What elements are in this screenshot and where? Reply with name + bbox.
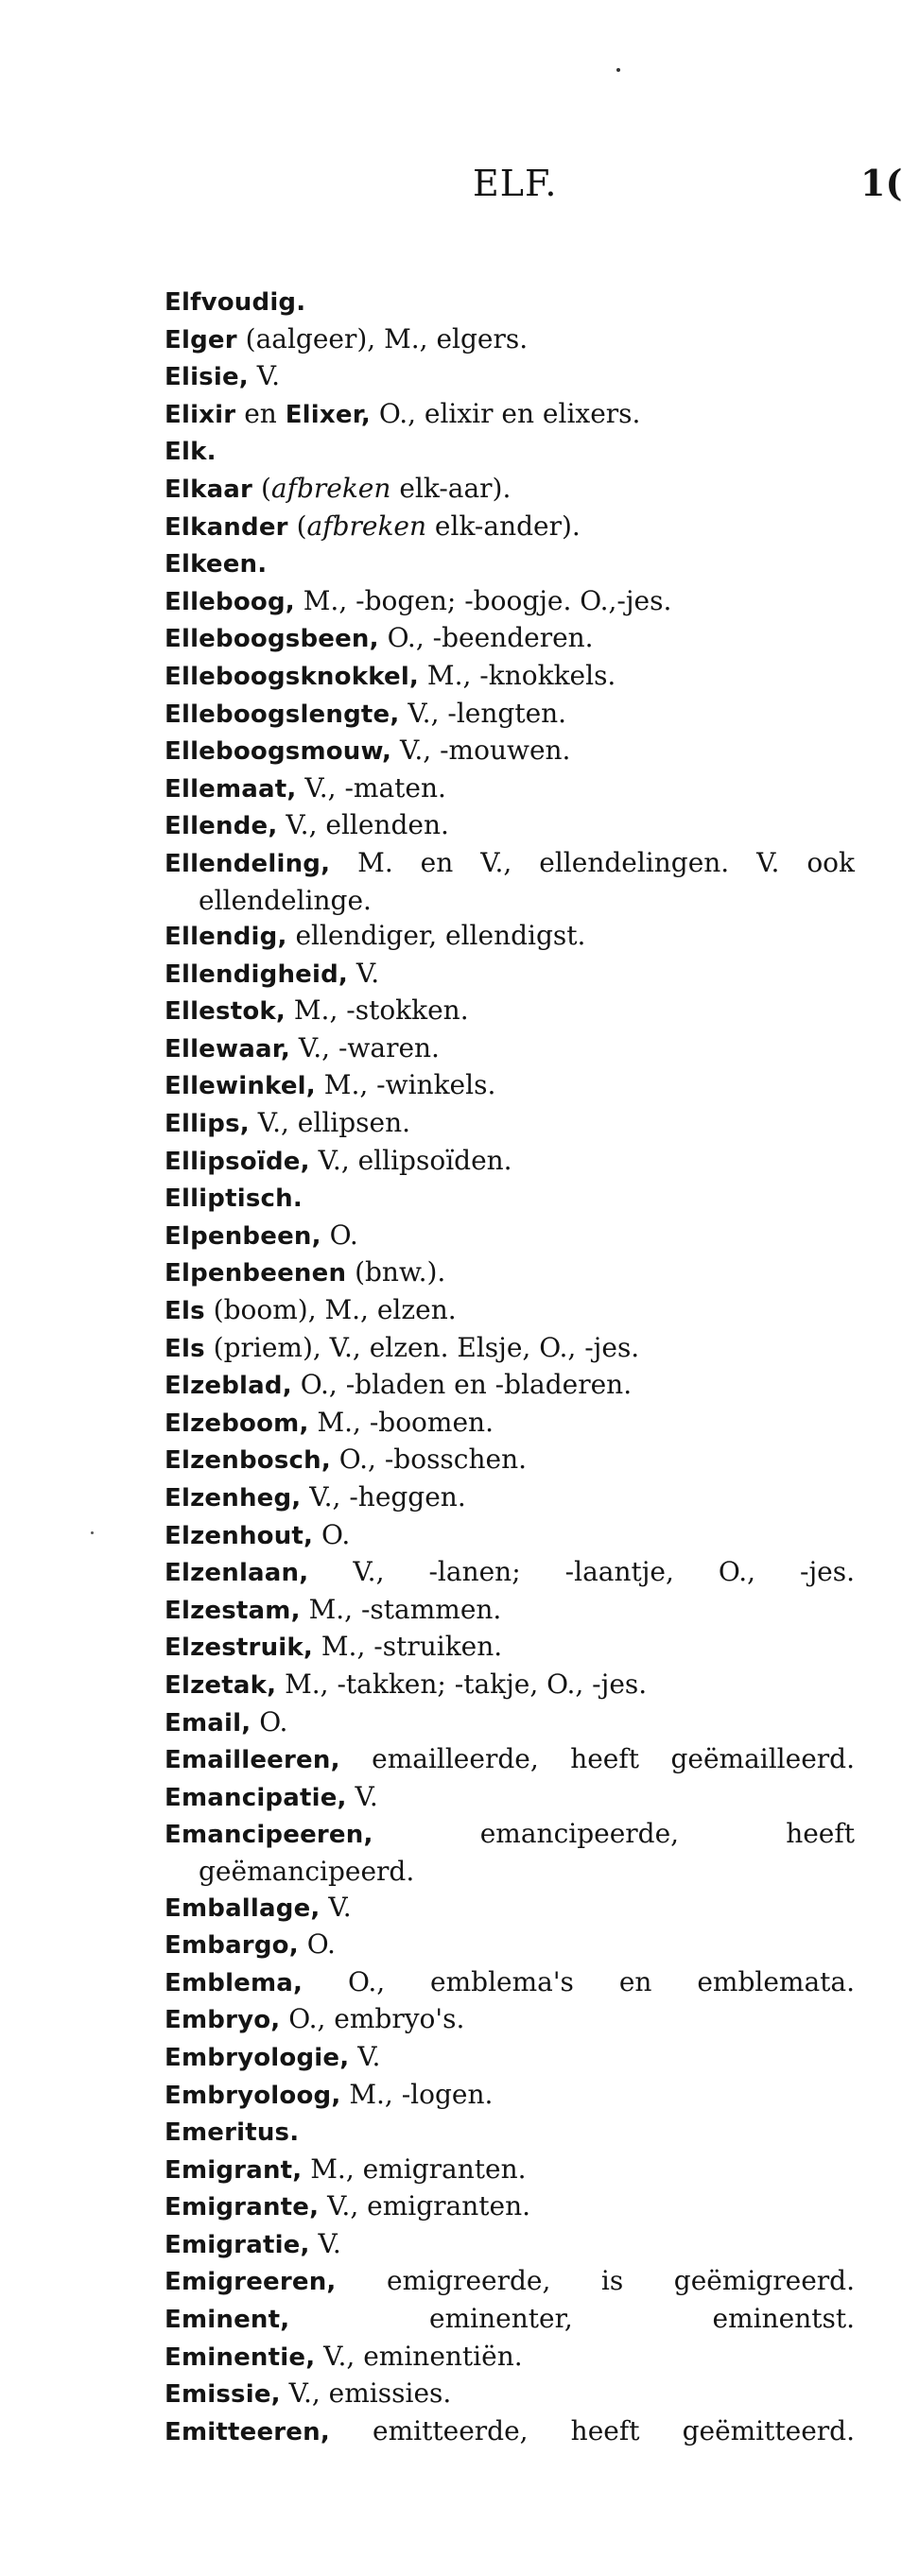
entry-text: V. bbox=[309, 2227, 341, 2259]
entry-headword: Emigrante, bbox=[165, 2193, 320, 2222]
dictionary-entry bbox=[165, 1890, 855, 1928]
entry-headword: Ellendig, bbox=[165, 923, 287, 952]
entry-headword: Ellendigheid, bbox=[165, 960, 349, 989]
entry-headword: Elpenbeenen bbox=[165, 1259, 347, 1288]
dictionary-entry bbox=[165, 1629, 855, 1667]
entry-list bbox=[165, 284, 863, 2450]
entry-text: O., -bladen en -bladeren. bbox=[291, 1369, 633, 1401]
entry-headword: Els bbox=[165, 1297, 205, 1326]
dictionary-entry bbox=[165, 2152, 855, 2189]
entry-text: V., eminentiën. bbox=[315, 2340, 523, 2372]
entry-text: O. bbox=[298, 1928, 336, 1961]
entry-text: emailleerde, heeft geëmailleerd. bbox=[339, 1743, 855, 1775]
dictionary-entry bbox=[165, 1741, 855, 1779]
entry-text: (boom), M., elzen. bbox=[204, 1294, 457, 1326]
entry-text: V. bbox=[349, 2040, 381, 2072]
entry-text: O. bbox=[313, 1518, 351, 1550]
print-speck bbox=[91, 1531, 94, 1534]
entry-text: ( bbox=[252, 472, 271, 504]
dictionary-entry bbox=[165, 545, 855, 583]
dictionary-entry bbox=[165, 1405, 855, 1443]
entry-text: eminenter, eminentst. bbox=[289, 2303, 855, 2335]
dictionary-entry bbox=[165, 993, 855, 1030]
entry-text: V., -maten. bbox=[296, 771, 446, 804]
entry-text: M., -winkels. bbox=[315, 1069, 496, 1101]
entry-text: V., -mouwen. bbox=[391, 735, 571, 767]
dictionary-entry bbox=[165, 2413, 855, 2451]
dictionary-entry bbox=[165, 358, 855, 396]
dictionary-entry bbox=[165, 1927, 855, 1964]
entry-headword: Elleboogslengte, bbox=[165, 700, 400, 729]
entry-headword: Eminent, bbox=[165, 2306, 290, 2335]
dictionary-entry bbox=[165, 1067, 855, 1105]
entry-headword: Emblema, bbox=[165, 1968, 304, 1997]
entry-text: M., -bogen; -boogje. O.,-jes. bbox=[294, 584, 672, 616]
entry-text: V. bbox=[348, 957, 380, 989]
entry-headword: Elzenheg, bbox=[165, 1484, 302, 1513]
entry-text: O., -bosschen. bbox=[330, 1444, 528, 1476]
dictionary-entry bbox=[165, 956, 855, 994]
dictionary-entry bbox=[165, 733, 855, 770]
dictionary-entry bbox=[165, 433, 855, 471]
entry-text: M., -struiken. bbox=[312, 1631, 503, 1663]
entry-headword: Ellewinkel, bbox=[165, 1072, 316, 1101]
dictionary-entry bbox=[165, 770, 855, 808]
entry-headword: Elliptisch. bbox=[165, 1184, 303, 1214]
entry-text: emigreerde, is geëmigreerd. bbox=[336, 2265, 855, 2297]
dictionary-entry bbox=[165, 1442, 855, 1479]
entry-italic-note: afbreken bbox=[306, 510, 427, 542]
dictionary-entry bbox=[165, 509, 855, 546]
entry-headword: Embryologie, bbox=[165, 2043, 350, 2072]
dictionary-entry bbox=[165, 620, 855, 658]
entry-headword: Ellende, bbox=[165, 812, 278, 841]
entry-headword: Elzestam, bbox=[165, 1596, 301, 1625]
entry-text: elk-ander). bbox=[426, 510, 581, 542]
entry-headword: Emigreeren, bbox=[165, 2268, 337, 2297]
dictionary-entry bbox=[165, 1517, 855, 1555]
entry-headword: Emigrant, bbox=[165, 2155, 303, 2185]
dictionary-entry bbox=[165, 2376, 855, 2413]
dictionary-entry bbox=[165, 1964, 855, 2002]
entry-text: V. bbox=[320, 1891, 352, 1923]
dictionary-entry bbox=[165, 2114, 855, 2152]
dictionary-entry bbox=[165, 1218, 855, 1255]
entry-headword: Elleboogsbeen, bbox=[165, 625, 379, 654]
entry-text: (aalgeer), M., elgers. bbox=[236, 322, 529, 354]
entry-text: O., embryo's. bbox=[280, 2003, 465, 2035]
dictionary-entry bbox=[165, 1292, 855, 1330]
dictionary-entry bbox=[165, 1554, 855, 1592]
dictionary-entry bbox=[165, 696, 855, 734]
entry-text: M., emigranten. bbox=[302, 2152, 527, 2185]
entry-headword: Ellips, bbox=[165, 1110, 250, 1139]
dictionary-entry bbox=[165, 1367, 855, 1405]
entry-headword: Elzenbosch, bbox=[165, 1446, 331, 1476]
entry-headword: Emeritus. bbox=[165, 2118, 300, 2148]
dictionary-entry bbox=[165, 845, 863, 918]
entry-headword: Elpenbeen, bbox=[165, 1221, 321, 1251]
entry-text: (priem), V., elzen. Elsje, O., -jes. bbox=[204, 1331, 640, 1363]
dictionary-entry bbox=[165, 1816, 863, 1889]
entry-text: (bnw.). bbox=[346, 1256, 446, 1288]
dictionary-entry bbox=[165, 1667, 855, 1704]
dictionary-entry bbox=[165, 2339, 855, 2377]
entry-text: O. bbox=[321, 1219, 358, 1251]
entry-headword: Embryoloog, bbox=[165, 2081, 341, 2110]
entry-text: emitteerde, heeft geëmitteerd. bbox=[329, 2414, 855, 2446]
dictionary-entry bbox=[165, 1779, 855, 1817]
entry-headword: Embargo, bbox=[165, 1931, 299, 1961]
running-head: ELF. bbox=[473, 163, 558, 204]
dictionary-entry bbox=[165, 471, 855, 509]
entry-text: M., -logen. bbox=[340, 2078, 494, 2110]
entry-text: O. bbox=[251, 1705, 288, 1738]
entry-headword: Elixir bbox=[165, 400, 236, 429]
entry-text: M., -stokken. bbox=[285, 994, 469, 1027]
entry-headword: Ellendeling, bbox=[165, 849, 331, 878]
entry-text: ellendiger, ellendigst. bbox=[286, 920, 586, 952]
entry-text: V., emissies. bbox=[280, 2377, 452, 2410]
entry-italic-note: afbreken bbox=[270, 472, 391, 504]
entry-headword: Emigratie, bbox=[165, 2230, 310, 2259]
entry-text: V., emigranten. bbox=[319, 2190, 530, 2222]
entry-text: V., -waren. bbox=[290, 1031, 440, 1063]
entry-headword: Elleboogsknokkel, bbox=[165, 662, 420, 691]
entry-text: en bbox=[235, 397, 286, 429]
entry-headword: Elleboogsmouw, bbox=[165, 737, 392, 767]
dictionary-entry bbox=[165, 1254, 855, 1292]
print-speck bbox=[616, 68, 620, 72]
entry-text: M., -boomen. bbox=[308, 1406, 494, 1438]
dictionary-entry bbox=[165, 2039, 855, 2077]
entry-headword: Els bbox=[165, 1334, 205, 1363]
entry-headword: Ellipsoïde, bbox=[165, 1147, 310, 1176]
dictionary-entry bbox=[165, 1105, 855, 1143]
dictionary-entry bbox=[165, 1180, 855, 1218]
dictionary-entry bbox=[165, 1704, 855, 1742]
dictionary-entry bbox=[165, 807, 855, 845]
dictionary-entry bbox=[165, 1592, 855, 1630]
entry-headword: Ellestok, bbox=[165, 997, 286, 1027]
entry-headword: Elfvoudig. bbox=[165, 288, 306, 317]
entry-headword: Embryo, bbox=[165, 2006, 281, 2035]
dictionary-entry bbox=[165, 284, 855, 321]
entry-text: V., -lengten. bbox=[399, 697, 567, 729]
dictionary-entry bbox=[165, 2077, 855, 2115]
dictionary-entry bbox=[165, 1143, 855, 1181]
entry-headword: Elixer, bbox=[285, 400, 371, 429]
page-number: 1( bbox=[860, 162, 902, 204]
entry-text: M., -takken; -takje, O., -jes. bbox=[276, 1668, 648, 1700]
dictionary-entry bbox=[165, 321, 855, 359]
dictionary-entry bbox=[165, 918, 855, 956]
entry-text: M., -knokkels. bbox=[419, 659, 616, 691]
entry-headword: Elk. bbox=[165, 438, 217, 467]
entry-text: M. en V., ellendelingen. V. ook ellendelinge. bbox=[199, 846, 863, 916]
dictionary-entry bbox=[165, 2301, 855, 2339]
entry-text: O., emblema's en emblemata. bbox=[303, 1965, 855, 1997]
entry-headword: Elkeen. bbox=[165, 550, 268, 579]
entry-headword: Email, bbox=[165, 1708, 252, 1738]
entry-headword: Elzetak, bbox=[165, 1670, 277, 1700]
entry-headword: Elzenhout, bbox=[165, 1521, 314, 1550]
entry-text: ( bbox=[287, 510, 307, 542]
entry-headword: Emancipeeren, bbox=[165, 1821, 373, 1850]
entry-headword: Emitteeren, bbox=[165, 2417, 330, 2446]
dictionary-entry bbox=[165, 2001, 855, 2039]
entry-headword: Elzenlaan, bbox=[165, 1559, 309, 1588]
entry-headword: Emancipatie, bbox=[165, 1783, 347, 1812]
entry-text: V. bbox=[248, 360, 281, 392]
entry-text: V., -heggen. bbox=[301, 1481, 466, 1513]
entry-text: O., elixir en elixers. bbox=[370, 397, 641, 429]
entry-headword: Eminentie, bbox=[165, 2343, 316, 2372]
entry-text: V., ellenden. bbox=[277, 809, 449, 841]
dictionary-entry bbox=[165, 2188, 855, 2226]
entry-headword: Emailleeren, bbox=[165, 1746, 340, 1775]
entry-headword: Elleboog, bbox=[165, 587, 295, 616]
entry-headword: Elisie, bbox=[165, 363, 249, 392]
entry-text: V., ellipsen. bbox=[249, 1107, 411, 1139]
dictionary-entry bbox=[165, 1030, 855, 1068]
entry-headword: Elzeblad, bbox=[165, 1372, 292, 1401]
entry-text: V., ellipsoïden. bbox=[309, 1144, 512, 1176]
entry-headword: Emissie, bbox=[165, 2380, 281, 2410]
entry-headword: Elzeboom, bbox=[165, 1409, 309, 1438]
entry-text: elk-aar). bbox=[390, 472, 512, 504]
entry-text: O., -beenderen. bbox=[378, 622, 594, 654]
entry-text: emancipeerde, heeft geëmancipeerd. bbox=[199, 1818, 863, 1887]
dictionary-entry bbox=[165, 2263, 855, 2301]
dictionary-entry bbox=[165, 396, 855, 434]
entry-text: M., -stammen. bbox=[300, 1593, 502, 1625]
page-header bbox=[0, 161, 902, 217]
dictionary-entry bbox=[165, 1479, 855, 1517]
entry-headword: Emballage, bbox=[165, 1893, 321, 1923]
entry-headword: Ellemaat, bbox=[165, 774, 297, 804]
entry-text: V. bbox=[346, 1780, 378, 1812]
dictionary-entry bbox=[165, 583, 855, 621]
entry-headword: Elger bbox=[165, 325, 237, 354]
entry-headword: Elkander bbox=[165, 512, 288, 542]
dictionary-entry bbox=[165, 658, 855, 696]
dictionary-entry bbox=[165, 1330, 855, 1368]
dictionary-entry bbox=[165, 2226, 855, 2264]
entry-headword: Elzestruik, bbox=[165, 1634, 313, 1663]
entry-text: V., -lanen; -laantje, O., -jes. bbox=[308, 1556, 855, 1588]
entry-headword: Elkaar bbox=[165, 475, 253, 504]
entry-headword: Ellewaar, bbox=[165, 1034, 291, 1063]
